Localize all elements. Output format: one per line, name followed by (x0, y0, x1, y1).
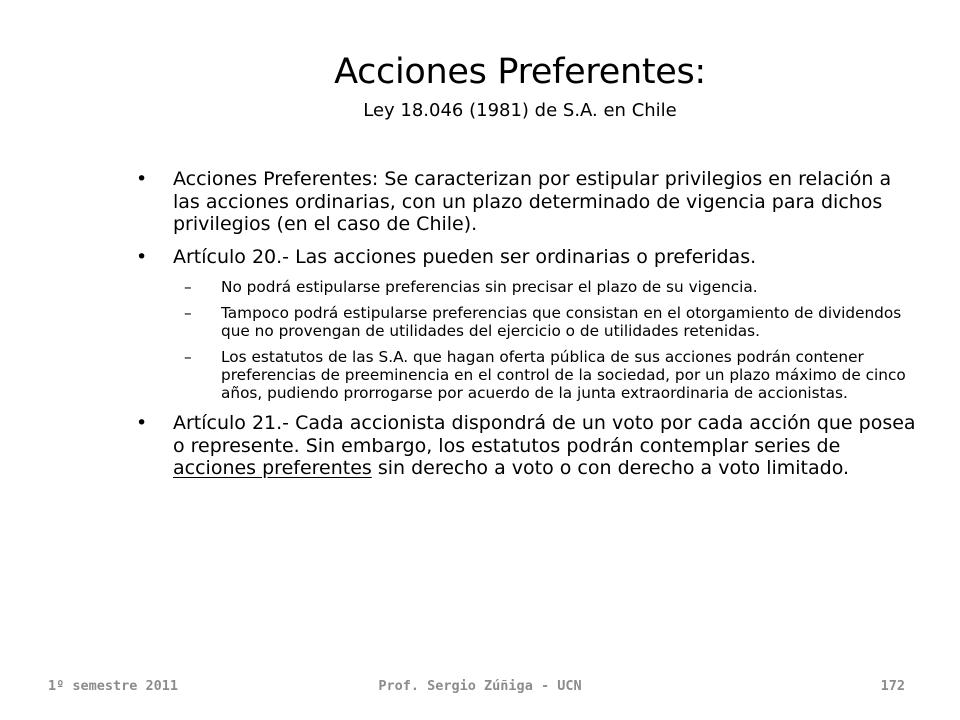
sub-bullet-text: Tampoco podrá estipularse preferencias que consistan en el otorgamiento de dividendos que no provengan de utilidades del ejercicio o de utilidades retenidas. (221, 304, 902, 340)
sub-bullet-item (165, 278, 923, 296)
dash-icon: – (184, 304, 192, 322)
bullet-dot-icon: • (136, 412, 148, 434)
bullet-text-before: Artículo 21.- Cada accionista dispondrá de un voto por cada acción que posea o represente. Sin embargo, los estatutos podrán contemplar series de (173, 412, 916, 457)
bullet-dot-icon: • (136, 245, 148, 268)
sub-bullet-list (165, 278, 923, 402)
bullet-text-after: sin derecho a voto o con derecho a voto limitado. (371, 457, 850, 479)
bullet-text: Acciones Preferentes: Se caracterizan por estipular privilegios en relación a las acciones ordinarias, con un plazo determinado de vigencia para dichos privilegios (en el caso de Chile). (173, 168, 892, 235)
content-body (133, 168, 923, 490)
bullet-text: Artículo 20.- Las acciones pueden ser ordinarias o preferidas. (173, 245, 757, 268)
bullet-item (133, 168, 923, 236)
bullet-list (133, 168, 923, 480)
slide-subtitle: Ley 18.046 (1981) de S.A. en Chile (363, 100, 677, 121)
footer-semester: 1º semestre 2011 (48, 678, 179, 694)
bullet-item (133, 246, 923, 403)
bullet-dot-icon: • (136, 168, 148, 190)
dash-icon: – (184, 348, 192, 366)
underlined-link-text: acciones preferentes (173, 457, 372, 479)
dash-icon: – (184, 278, 192, 296)
title-block (150, 50, 890, 124)
sub-bullet-text: Los estatutos de las S.A. que hagan oferta pública de sus acciones podrán contener preferencias de preeminencia en el control de la sociedad, por un plazo máximo de cinco años, pudiendo prorrogarse por acuerdo de la junta extraordinaria de accionistas. (221, 348, 906, 402)
slide-title: Acciones Preferentes: (334, 52, 706, 92)
sub-bullet-item (165, 348, 923, 402)
footer-author: Prof. Sergio Zúñiga - UCN (378, 678, 582, 694)
sub-bullet-item (165, 304, 923, 340)
footer-page-number: 172 (880, 678, 905, 694)
bullet-text (173, 412, 916, 479)
sub-bullet-text: No podrá estipularse preferencias sin precisar el plazo de su vigencia. (221, 278, 758, 296)
bullet-item (133, 412, 923, 480)
